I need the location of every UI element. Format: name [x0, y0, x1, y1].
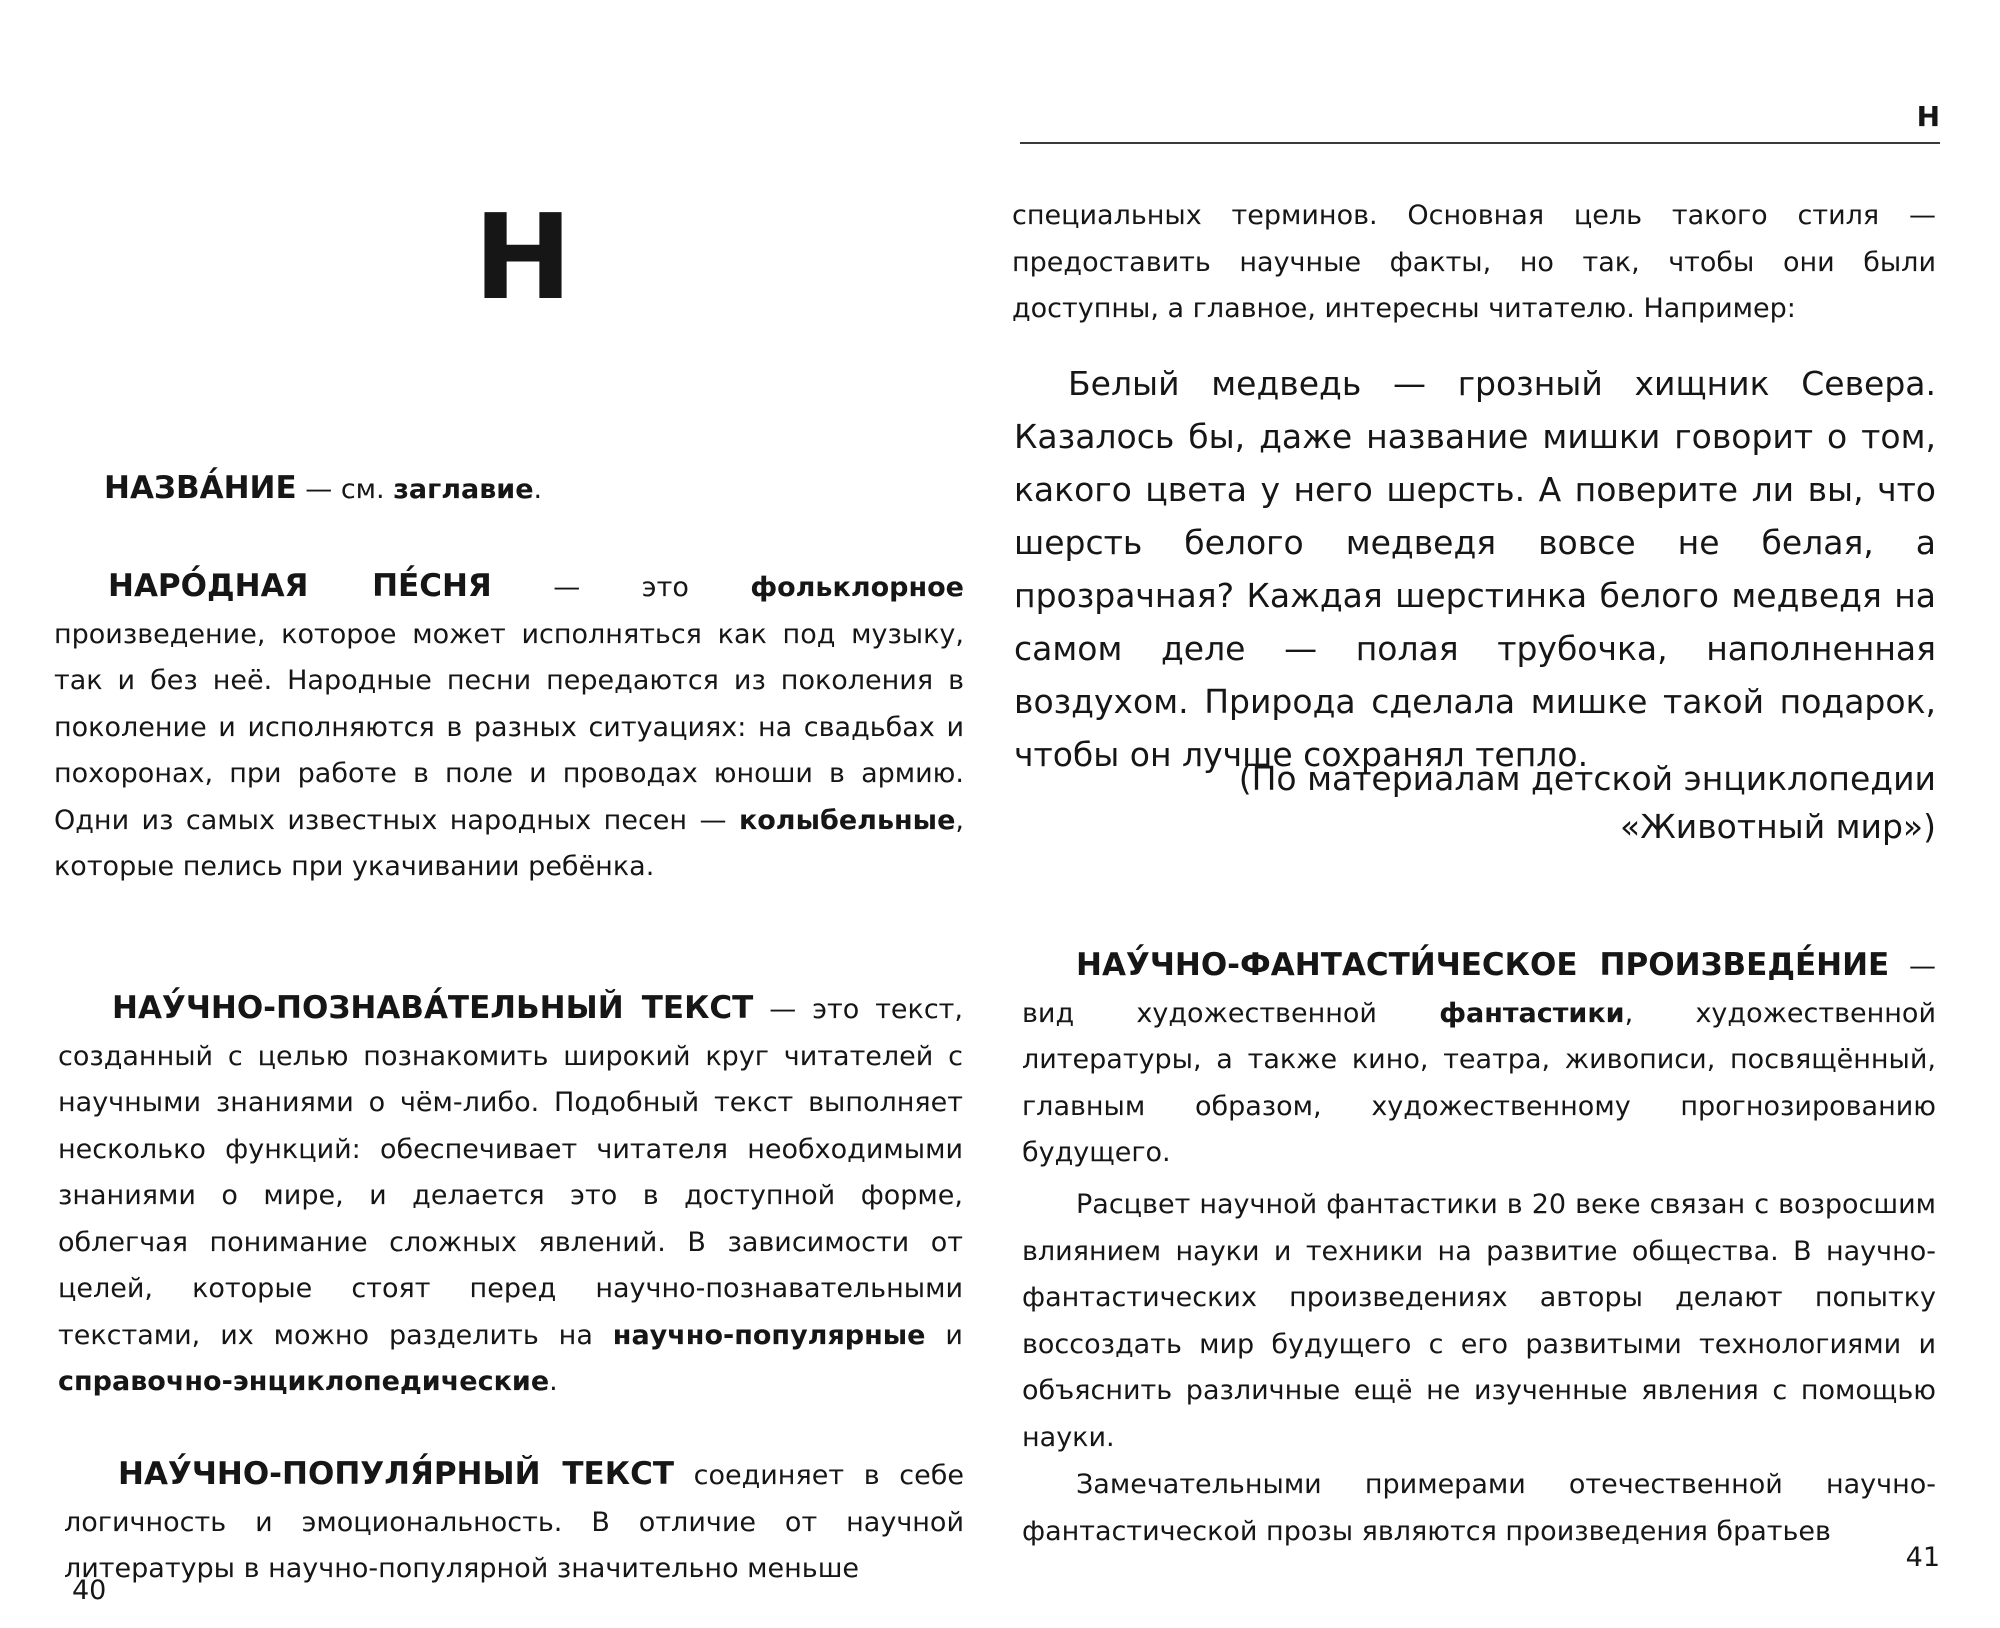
entry-text: , которые пелись при укачивании ребёнка.: [54, 804, 964, 882]
entry-term: НАУ́ЧНО-ПОПУЛЯ́РНЫЙ ТЕКСТ: [118, 1456, 674, 1492]
section-letter: Н: [473, 188, 573, 326]
entry-nauchno-fantasticheskoe: [1022, 942, 1936, 1177]
entry-text: соединяет в себе логичность и эмоциональность. В отличие от научной литературы в научно-популярной значительно меньше: [64, 1460, 964, 1584]
page-number: 41: [1905, 1542, 1940, 1573]
page-number: 40: [72, 1575, 107, 1606]
entry-text: — это: [491, 572, 751, 603]
entry-text: и: [925, 1319, 963, 1351]
keyword: научно-популярные: [612, 1319, 926, 1351]
entry-nauchno-poznavatelny: [58, 985, 963, 1406]
example-quote: Белый медведь — грозный хищник Севера. Казалось бы, даже название мишки говорит о том, какого цвета у него шерсть. А поверите ли вы, что шерсть белого медведя вовсе не белая, а прозрачная? Каждая шерстинка белого медведя на самом деле — полая трубочка, наполненная воздухом. Природа сделала мишке такой подарок, чтобы он лучше сохранял тепло.: [1014, 364, 1936, 774]
entry-text: — вид художественной: [1022, 951, 1936, 1029]
keyword: фантастики: [1439, 997, 1625, 1029]
entry-term: НАУ́ЧНО-ПОЗНАВА́ТЕЛЬНЫЙ ТЕКСТ: [112, 990, 754, 1026]
cross-reference: заглавие: [393, 474, 534, 505]
paragraph-examples: Замечательными примерами отечественной научно-фантастической прозы являются произведения братьев: [1022, 1469, 1936, 1547]
source-line: «Животный мир»): [1620, 807, 1936, 846]
paragraph-rascvet: Расцвет научной фантастики в 20 веке связан с возросшим влиянием науки и техники на развитие общества. В научно-фантастических произведениях авторы делают попытку воссоздать мир будущего с его развитыми технологиями и объяснить различные ещё не изученные явления с помощью науки.: [1022, 1189, 1936, 1453]
keyword: колыбельные: [738, 804, 956, 836]
entry-term: НАЗВА́НИЕ: [104, 470, 297, 506]
continued-paragraph: специальных терминов. Основная цель такого стиля — предоставить научные факты, но так, чтобы они были доступны, а главное, интересны читателю. Например:: [1012, 200, 1936, 324]
running-head-letter: Н: [1916, 100, 1940, 133]
entry-text: — см.: [296, 474, 394, 505]
source-line: (По материалам детской энциклопедии: [1238, 759, 1936, 798]
example-source: [1136, 755, 1936, 851]
entry-text: .: [549, 1366, 558, 1397]
keyword: фольклорное: [750, 572, 964, 603]
entry-narodnaya-pesnya: [54, 563, 964, 891]
entry-nauchno-populyarny: [64, 1451, 964, 1593]
right-page: [1000, 0, 2000, 1628]
header-rule: [1020, 142, 1940, 144]
entry-text: произведение, которое может исполняться как под музыку, так и без неё. Народные песни передаются из поколения в поколение и исполняются в разных ситуациях: на свадьбах и похоронах, при работе в поле и проводах юноши в армию. Одни из самых известных народных песен —: [54, 618, 964, 836]
entry-nazvanie: [104, 465, 964, 514]
entry-term: НАРО́ДНАЯ ПЕ́СНЯ: [108, 568, 492, 604]
keyword: справочно-энциклопедические: [58, 1366, 550, 1397]
entry-term: НАУ́ЧНО-ФАНТАСТИ́ЧЕСКОЕ ПРОИЗВЕДЕ́НИЕ: [1076, 947, 1890, 983]
entry-text: — это текст, созданный с целью познакомить широкий круг читателей с научными знаниями о чём-либо. Подобный текст выполняет несколько функций: обеспечивает читателя необходимыми знаниями о мире, и делается это в доступной форме, облегчая понимание сложных явлений. В зависимости от целей, которые стоят перед научно-познавательными текстами, их можно разделить на: [58, 994, 963, 1351]
entry-text: .: [533, 474, 543, 505]
entry-text: , художественной литературы, а также кино, театра, живописи, посвящённый, главным образом, художественному прогнозированию будущего.: [1022, 997, 1936, 1168]
